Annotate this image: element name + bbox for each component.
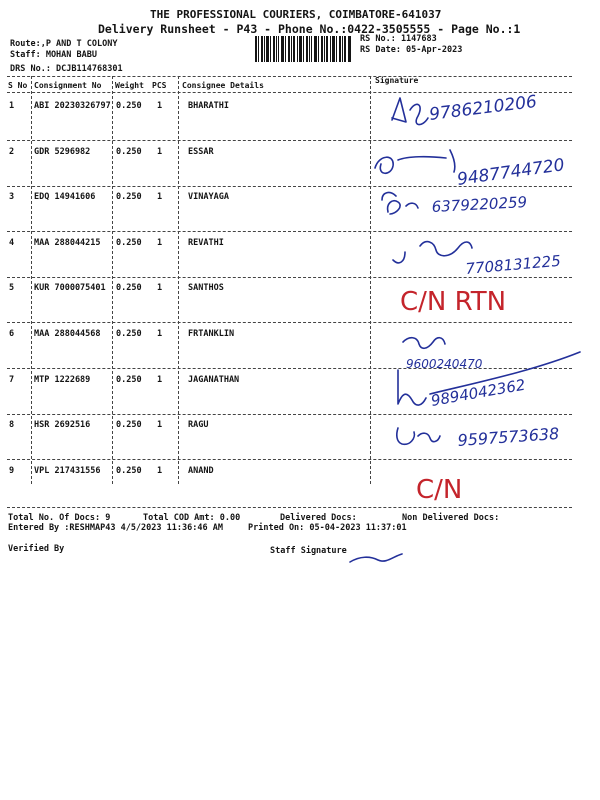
total-docs: Total No. Of Docs: 9 [8, 513, 111, 523]
row-consignment-no: ABI 20230326797 [34, 101, 111, 111]
row-consignee: FRTANKLIN [188, 329, 235, 339]
route-label: Route:,P AND T COLONY [10, 39, 118, 49]
row-weight: 0.250 [116, 192, 142, 202]
row-weight: 0.250 [116, 466, 142, 476]
row-sno: 3 [9, 192, 15, 202]
company-title: THE PROFESSIONAL COURIERS, COIMBATORE-641037 [150, 8, 442, 21]
total-cod: Total COD Amt: 0.00 [143, 513, 241, 523]
column-header-weight: Weight [115, 81, 144, 90]
non-delivered-docs: Non Delivered Docs: [402, 513, 500, 523]
row-sno: 4 [9, 238, 15, 248]
row-consignment-no: HSR 2692516 [34, 420, 91, 430]
row-sno: 8 [9, 420, 15, 430]
rs-date: RS Date: 05-Apr-2023 [360, 45, 463, 55]
row-pcs: 1 [157, 375, 163, 385]
row-pcs: 1 [157, 192, 163, 202]
table-bottom-border [7, 507, 572, 508]
table-top-border [7, 76, 572, 77]
row-consignee: ANAND [188, 466, 214, 476]
staff-signature-label: Staff Signature [270, 546, 347, 556]
verified-by-label: Verified By [8, 544, 65, 554]
row-weight: 0.250 [116, 101, 142, 111]
row-consignee: ESSAR [188, 147, 214, 157]
row-divider [7, 322, 572, 323]
row-consignee: SANTHOS [188, 283, 224, 293]
barcode [255, 36, 351, 62]
barcode-graphic [255, 36, 351, 62]
row-weight: 0.250 [116, 375, 142, 385]
handwritten-phone: 9487744720 [455, 155, 566, 190]
row-consignee: BHARATHI [188, 101, 229, 111]
column-header-consignee: Consignee Details [182, 81, 264, 90]
row-weight: 0.250 [116, 420, 142, 430]
row-pcs: 1 [157, 329, 163, 339]
row-consignment-no: MTP 1222689 [34, 375, 91, 385]
row-sno: 7 [9, 375, 15, 385]
handwritten-phone: 7708131225 [464, 251, 562, 278]
row-consignment-no: GDR 5296982 [34, 147, 91, 157]
row-consignment-no: MAA 288044568 [34, 329, 101, 339]
row-pcs: 1 [157, 238, 163, 248]
row-divider [7, 186, 572, 187]
row-consignment-no: KUR 7000075401 [34, 283, 106, 293]
column-header-pcs: PCS [152, 81, 167, 90]
row-consignee: RAGU [188, 420, 209, 430]
row-consignee: REVATHI [188, 238, 224, 248]
column-header-consignment: Consignment No [34, 81, 102, 90]
row-consignee: VINAYAGA [188, 192, 229, 202]
row-sno: 1 [9, 101, 15, 111]
row-sno: 2 [9, 147, 15, 157]
handwritten-return-note: C/N RTN [400, 287, 507, 317]
handwritten-cn-note: C/N [416, 475, 463, 505]
row-pcs: 1 [157, 283, 163, 293]
handwritten-phone: 9600240470 [406, 357, 483, 371]
row-pcs: 1 [157, 420, 163, 430]
row-pcs: 1 [157, 147, 163, 157]
row-consignee: JAGANATHAN [188, 375, 240, 385]
runsheet-subtitle: Delivery Runsheet - P43 - Phone No.:0422-3505555 - Page No.:1 [98, 22, 521, 36]
row-weight: 0.250 [116, 147, 142, 157]
entered-by: Entered By :RESHMAP43 4/5/2023 11:36:46 AM [8, 523, 223, 533]
delivered-docs: Delivered Docs: [280, 513, 357, 523]
row-pcs: 1 [157, 101, 163, 111]
handwritten-phone: 9894042362 [429, 375, 527, 410]
row-divider [7, 231, 572, 232]
rs-number: RS No.: 1147683 [360, 34, 437, 44]
row-consignment-no: MAA 288044215 [34, 238, 101, 248]
printed-on: Printed On: 05-04-2023 11:37:01 [248, 523, 407, 533]
row-sno: 9 [9, 466, 15, 476]
drs-number: DRS No.: DCJB114768301 [10, 64, 123, 74]
row-divider [7, 368, 572, 369]
table-header-border [7, 92, 572, 93]
row-divider [7, 277, 572, 278]
row-pcs: 1 [157, 466, 163, 476]
row-weight: 0.250 [116, 238, 142, 248]
row-divider [7, 459, 572, 460]
column-header-sno: S No [8, 81, 28, 90]
table-row [0, 466, 600, 512]
handwritten-phone: 9597573638 [456, 423, 560, 450]
signature-scribble [350, 554, 402, 562]
column-header-signature: Signature [375, 76, 419, 85]
row-weight: 0.250 [116, 283, 142, 293]
row-consignment-no: VPL 217431556 [34, 466, 101, 476]
row-divider [7, 140, 572, 141]
row-divider [7, 414, 572, 415]
staff-label: Staff: MOHAN BABU [10, 50, 97, 60]
row-sno: 5 [9, 283, 15, 293]
handwritten-phone: 6379220259 [431, 193, 528, 216]
handwritten-phone: 9786210206 [428, 91, 538, 125]
row-consignment-no: EDQ 14941606 [34, 192, 96, 202]
row-sno: 6 [9, 329, 15, 339]
row-weight: 0.250 [116, 329, 142, 339]
